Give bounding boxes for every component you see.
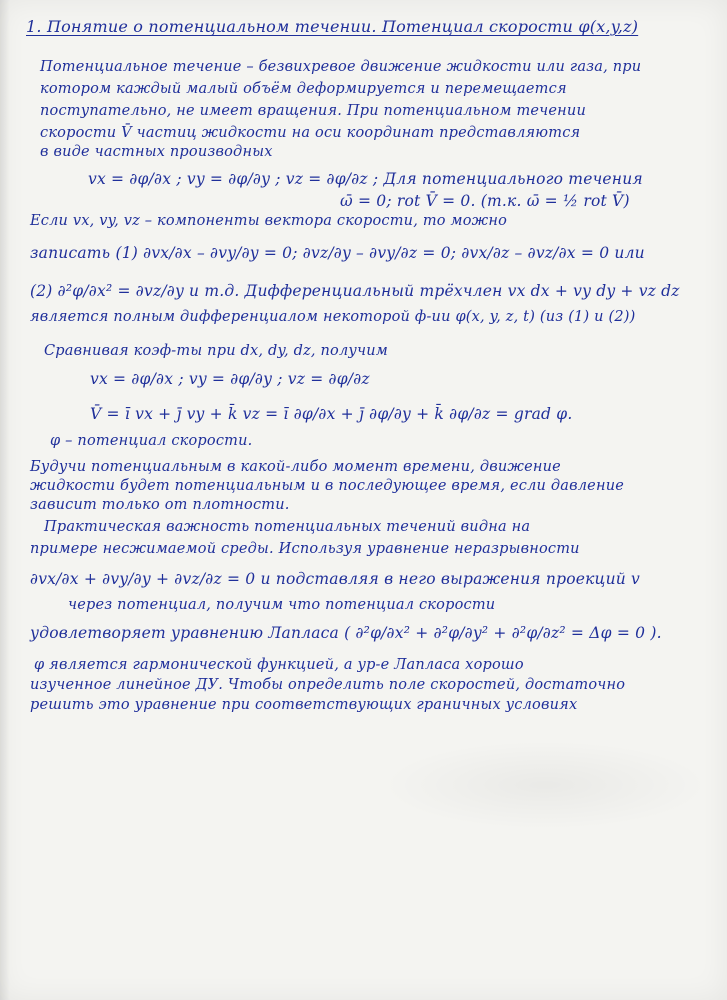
text-line: решить это уравнение при соответствующих граничных условиях bbox=[30, 697, 578, 713]
text-line: Если vx, vy, vz – компоненты вектора скорости, то можно bbox=[30, 213, 508, 229]
equation-line: удовлетворяет уравнению Лапласа ( ∂²φ/∂x² + ∂²φ/∂y² + ∂²φ/∂z² = Δφ = 0 ). bbox=[30, 624, 662, 642]
text-line: через потенциал, получим что потенциал скорости bbox=[68, 597, 496, 613]
equation-line: vx = ∂φ/∂x ; vy = ∂φ/∂y ; vz = ∂φ/∂z bbox=[90, 370, 370, 388]
text-line: скорости V̄ частиц жидкости на оси координат представляются bbox=[40, 125, 581, 141]
page-edge-shadow bbox=[0, 0, 10, 1000]
text-line: котором каждый малый объём деформируется и перемещается bbox=[40, 81, 567, 97]
page-title: 1. Понятие о потенциальном течении. Потенциал скорости φ(x,y,z) bbox=[26, 17, 639, 36]
text-line: Сравнивая коэф-ты при dx, dy, dz, получим bbox=[44, 343, 389, 359]
equation-line: ∂vx/∂x + ∂vy/∂y + ∂vz/∂z = 0 и подставляя в него выражения проекций v bbox=[30, 570, 641, 588]
text-line: Практическая важность потенциальных течений видна на bbox=[44, 519, 531, 535]
text-line: зависит только от плотности. bbox=[30, 497, 290, 513]
text-line: изученное линейное ДУ. Чтобы определить поле скоростей, достаточно bbox=[30, 677, 626, 693]
equation-line: vx = ∂φ/∂x ; vy = ∂φ/∂y ; vz = ∂φ/∂z ; Для потенциального течения bbox=[88, 170, 643, 188]
equation-line: (2) ∂²φ/∂x² = ∂vz/∂y и т.д. Дифференциальный трёхчлен vx dx + vy dy + vz dz bbox=[30, 282, 680, 300]
equation-line: ω̄ = 0; rot V̄ = 0. (т.к. ω̄ = ½ rot V̄) bbox=[340, 192, 630, 210]
text-line: Потенциальное течение – безвихревое движение жидкости или газа, при bbox=[40, 59, 642, 75]
text-line: примере несжимаемой среды. Используя уравнение неразрывности bbox=[30, 541, 580, 557]
text-line: является полным дифференциалом некоторой ф-ии φ(x, y, z, t) (из (1) и (2)) bbox=[30, 309, 636, 325]
equation-line: записать (1) ∂vx/∂x – ∂vy/∂y = 0; ∂vz/∂y – ∂vy/∂z = 0; ∂vx/∂z – ∂vz/∂x = 0 или bbox=[30, 244, 645, 262]
text-line: в виде частных производных bbox=[40, 144, 273, 160]
text-line: поступательно, не имеет вращения. При потенциальном течении bbox=[40, 103, 587, 119]
equation-line: V̄ = ī vx + j̄ vy + k̄ vz = ī ∂φ/∂x + j̄ ∂φ/∂y + k̄ ∂φ/∂z = grad φ. bbox=[90, 405, 573, 423]
paper-crease bbox=[380, 740, 710, 830]
text-line: жидкости будет потенциальным и в последующее время, если давление bbox=[30, 478, 625, 494]
text-line: Будучи потенциальным в какой-либо момент времени, движение bbox=[30, 459, 561, 475]
text-line: φ является гармонической функцией, а ур-е Лапласа хорошо bbox=[34, 657, 524, 673]
text-line: φ – потенциал скорости. bbox=[50, 433, 253, 449]
